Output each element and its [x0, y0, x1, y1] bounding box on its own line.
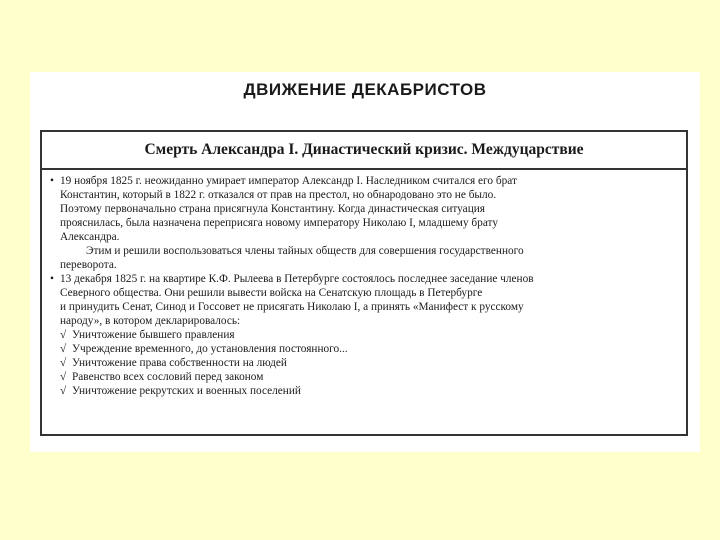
content-body	[42, 170, 686, 398]
check-icon: √	[60, 343, 67, 355]
check-icon: √	[60, 357, 67, 369]
list-item-text: Уничтожение права собственности на людей	[72, 357, 287, 369]
document-sheet	[30, 72, 700, 452]
bullet-icon: •	[50, 175, 54, 187]
list-item-text: Уничтожение бывшего правления	[72, 329, 235, 341]
list-item-text: Учреждение временного, до установления постоянного...	[72, 343, 348, 355]
text-line: Этим и решили воспользоваться члены тайных обществ для совершения государственного	[86, 245, 524, 257]
text-line: Константин, который в 1822 г. отказался от прав на престол, но обнародовано это не было.	[60, 189, 497, 201]
list-item	[60, 370, 680, 384]
text-line: переворота.	[60, 259, 117, 271]
text-line: народу», в котором декларировалось:	[60, 315, 241, 327]
text-line: Северного общества. Они решили вывести войска на Сенатскую площадь в Петербурге	[60, 287, 483, 299]
list-item-text: Равенство всех сословий перед законом	[72, 371, 264, 383]
text-line: прояснилась, была назначена переприсяга новому императору Николаю I, младшему брату	[60, 217, 498, 229]
paragraph-ryleev-meeting	[50, 272, 680, 328]
manifesto-list	[50, 328, 680, 398]
paragraph-secret-societies	[50, 244, 680, 272]
content-frame	[40, 130, 688, 436]
text-line: Александра.	[60, 231, 120, 243]
check-icon: √	[60, 371, 67, 383]
page-title: ДВИЖЕНИЕ ДЕКАБРИСТОВ	[243, 80, 487, 99]
text-line: Поэтому первоначально страна присягнула Константину. Когда династическая ситуация	[60, 203, 485, 215]
list-item-text: Уничтожение рекрутских и военных поселений	[72, 385, 301, 397]
bullet-icon: •	[50, 273, 54, 285]
check-icon: √	[60, 385, 67, 397]
text-line: и принудить Сенат, Синод и Госсовет не присягать Николаю I, а принять «Манифест к русскому	[60, 301, 524, 313]
check-icon: √	[60, 329, 67, 341]
paragraph-death-of-alexander	[50, 174, 680, 244]
list-item	[60, 328, 680, 342]
text-line: 19 ноября 1825 г. неожиданно умирает император Александр I. Наследником считался его брат	[60, 175, 517, 187]
list-item	[60, 342, 680, 356]
section-header: Смерть Александра I. Династический кризис. Междуцарствие	[42, 132, 686, 170]
text-line: 13 декабря 1825 г. на квартире К.Ф. Рылеева в Петербурге состоялось последнее заседание членов	[60, 273, 534, 285]
list-item	[60, 384, 680, 398]
list-item	[60, 356, 680, 370]
